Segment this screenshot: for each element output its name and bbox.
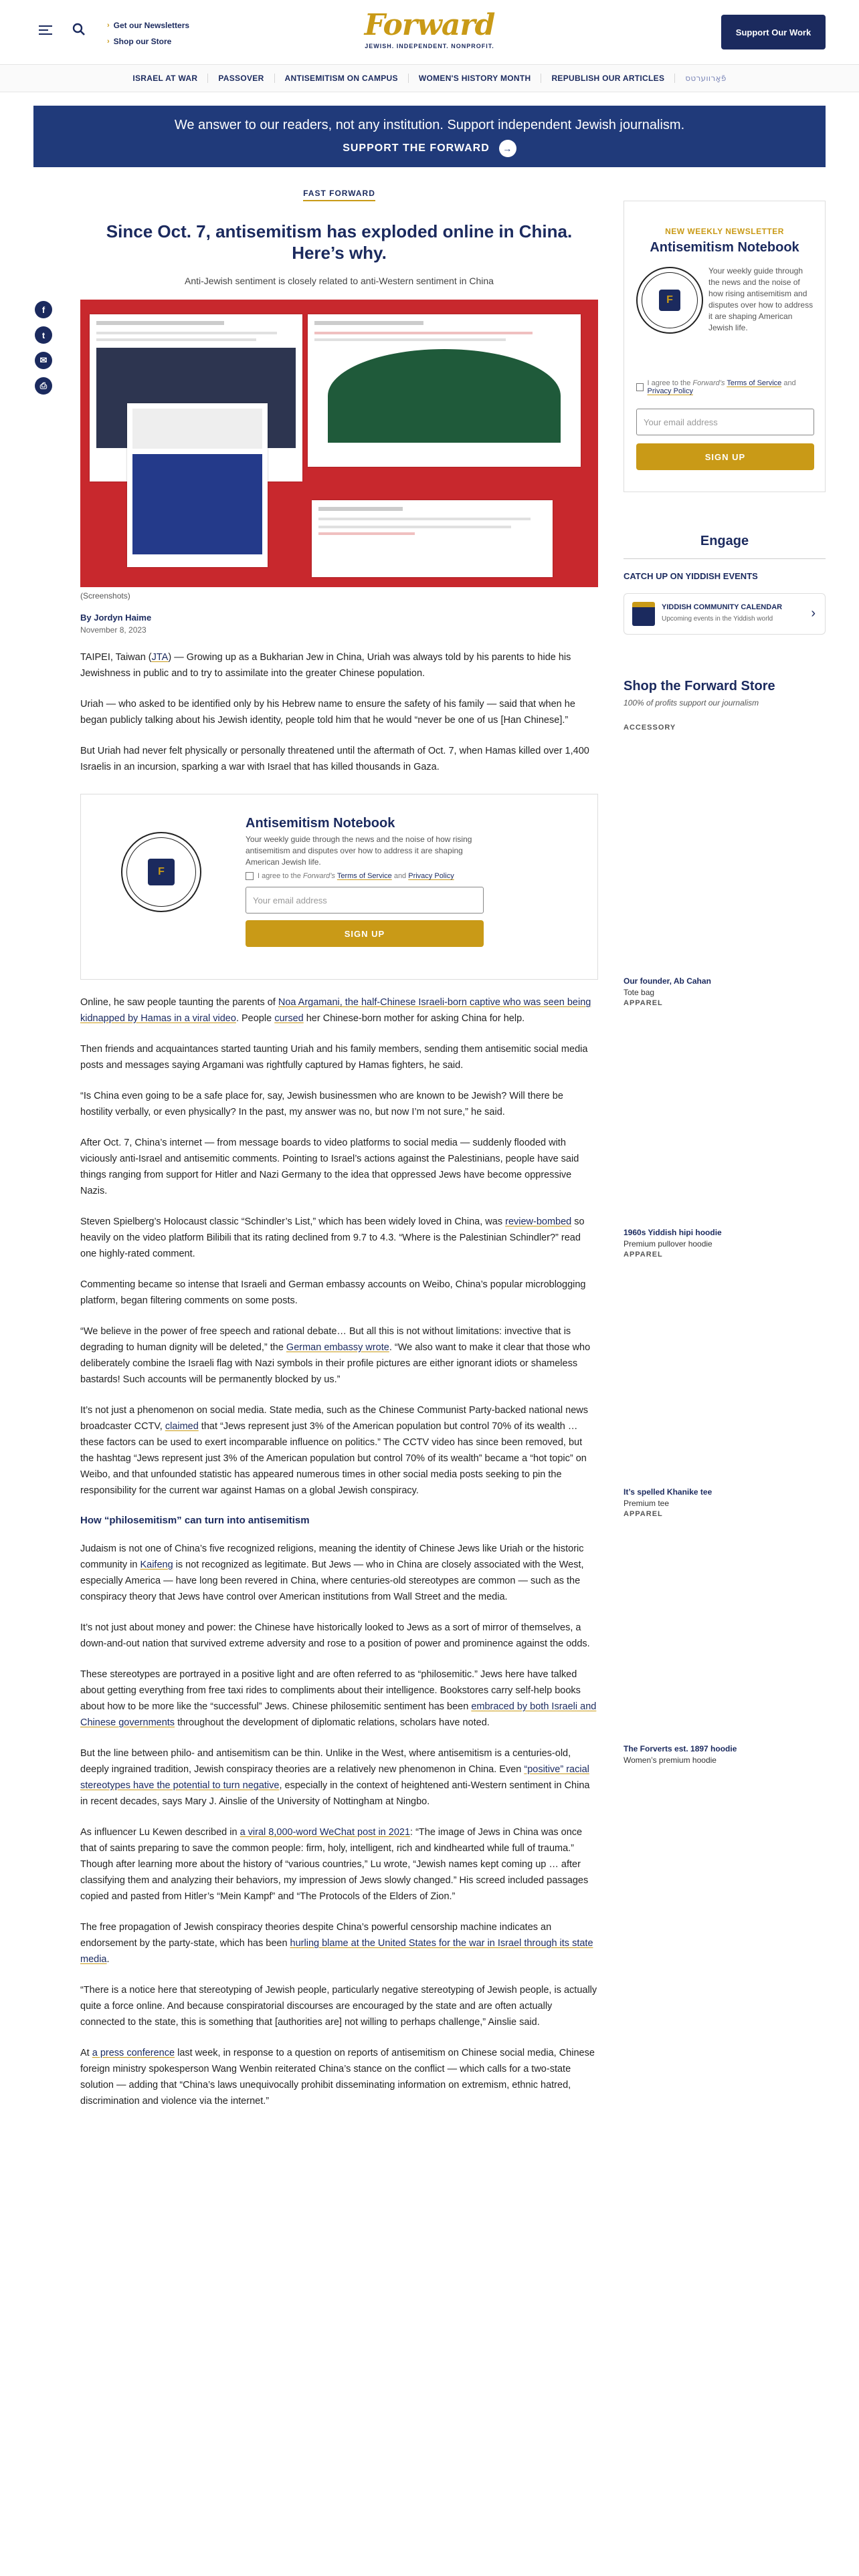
image-caption: (Screenshots) <box>80 591 130 601</box>
section-nav <box>0 65 859 92</box>
nav-republish[interactable]: REPUBLISH OUR ARTICLES <box>541 74 675 83</box>
paragraph: The free propagation of Jewish conspiracy theories despite China’s powerful censorship machine indicates an endorsement by the party-state, which has been hurling blame at the United States for the war in Israel through its state media. <box>80 1922 593 1965</box>
newsletter-title: Antisemitism Notebook <box>650 240 799 255</box>
nav-yiddish[interactable]: פֿאָרווערטס <box>685 74 727 83</box>
chevron-right-icon: › <box>107 37 110 45</box>
screenshot-weibo-3 <box>312 500 553 577</box>
paragraph: It’s not just a phenomenon on social media. State media, such as the Chinese Communist Party-backed national news broadcaster CCTV, claimed that “Jews represent just 3% of the American population but control 70% of its wealth … these factors can be used to exert incomparable influence on politics.” The CCTV video has since been removed, but the hashtag “Jews represent just 3% of the American population but control 70% of its wealth” became a “hot topic” on Weibo, and that unfounded statistic has appeared numerous times in other social media posts seeking to pin the responsibility for the current war against Hamas on a global Jewish conspiracy. <box>80 1405 588 1496</box>
paragraph: Uriah — who asked to be identified only by his Hebrew name to ensure the safety of his family — said that when he began publicly talking about his Jewish identity, people told him that he would “never be one of us [Han Chinese].” <box>80 699 575 726</box>
twitter-icon[interactable]: t <box>35 326 52 344</box>
support-banner[interactable]: We answer to our readers, not any institution. Support independent Jewish journalism. SUPPORT THE FORWARD → <box>33 106 826 167</box>
terms-checkbox[interactable]: I agree to the Forward’s Terms of Service and Privacy Policy <box>636 379 814 395</box>
paragraph: “We believe in the power of free speech and rational debate… But all this is not without limitations: invective that is degrading to human dignity will be deleted,” the German embassy wrote. “We also want to make it clear that those who deliberately combine the Israeli flag with Nazi symbols in their profile pictures are either ignorant idiots or shameless bastards! Such accounts will be permanently blocked by us.” <box>80 1326 591 1385</box>
newsletter-kicker: NEW WEEKLY NEWSLETTER <box>665 227 784 236</box>
paragraph: Judaism is not one of China’s five recognized religions, meaning the identity of Chinese Jews like Uriah or the historic community in Kaifeng is not recognized as legitimate. But Jews — who in China are closely associated with the West, especially America — have long been revered in China, where centuries-old stereotypes are common — such as the conspiracy theory that Jews have control over American institutions from Wall Street and the media. <box>80 1543 584 1602</box>
store-heading: Shop the Forward Store <box>624 679 775 693</box>
paragraph: But Uriah had never felt physically or personally threatened until the aftermath of Oct. 7, when Hamas killed over 1,400 Israelis in an incursion, sparking a war with Israel that has killed thousands in Gaza. <box>80 746 589 772</box>
paragraph: At a press conference last week, in response to a question on reports of antisemitism on Chinese social media, Chinese foreign ministry spokesperson Wang Wenbin reiterated China’s stance on the conflict — which calls for a two-state solution — adding that “China’s laws unequivocally prohibit disseminating information on extremism, ethnic hatred, discrimination and violence via the internet.” <box>80 2048 595 2107</box>
antisemitism-notebook-seal: F <box>636 267 703 334</box>
byline[interactable]: By Jordyn Haime <box>80 613 152 623</box>
store-category: ACCESSORY <box>624 724 676 732</box>
inline-newsletter-signup <box>80 794 598 980</box>
terms-checkbox[interactable]: I agree to the Forward’s Terms of Service and Privacy Policy <box>246 872 486 880</box>
newsletters-link[interactable]: › Get our Newsletters <box>107 17 189 33</box>
support-button[interactable]: Support Our Work <box>721 15 826 49</box>
paragraph: Online, he saw people taunting the parents of Noa Argamani, the half-Chinese Israeli-born captive who was seen being kidnapped by Hamas in a viral video. People cursed her Chinese-born mother for asking China for help. <box>80 997 591 1024</box>
paragraph: It’s not just about money and power: the Chinese have historically looked to Jews as a sort of mirror of themselves, a down-and-out nation that survived extreme adversity and rose to a position of power and prominence against the odds. <box>80 1622 590 1649</box>
screenshot-weibo-2 <box>308 314 581 467</box>
store-item[interactable]: 1960s Yiddish hipi hoodie Premium pullover hoodie APPAREL <box>624 1228 722 1259</box>
yiddish-calendar-card[interactable]: YIDDISH COMMUNITY CALENDAR Upcoming events in the Yiddish world › <box>624 593 826 635</box>
paragraph: Steven Spielberg’s Holocaust classic “Schindler’s List,” which has been widely loved in China, was review-bombed so heavily on the video platform Bilibili that its rating declined from 9.7 to 4.3. “Where is the Palestinian Schindler?” read one highly-rated comment. <box>80 1216 585 1259</box>
antisemitism-notebook-seal: F <box>121 832 201 912</box>
german-embassy-link[interactable]: German embassy wrote <box>286 1342 389 1353</box>
arrow-right-icon: → <box>499 140 516 157</box>
hero-image <box>80 300 598 587</box>
article-body <box>80 649 598 2109</box>
store-subtitle: 100% of profits support our journalism <box>624 698 759 708</box>
paragraph: “Is China even going to be a safe place for, say, Jewish businessmen who are known to be Jewish? Will there be hostility verbally, or even physically? In the past, my answer was no, but now I’m not sure,” he said. <box>80 1091 563 1117</box>
paragraph: TAIPEI, Taiwan (JTA) — Growing up as a Bukharian Jew in China, Uriah was always told by his parents to hide his Jewishness in public and to try to assimilate into the greater Chinese population. <box>80 652 571 679</box>
paragraph: As influencer Lu Kewen described in a viral 8,000-word WeChat post in 2021: “The image of Jews in China was once that of saints preparing to save the common people: firm, holy, intelligent, rich and kindhearted while full of trauma.” Though after learning more about the history of “various countries,” Lu wrote, “Jewish names kept coming up … after classifying them and analyzing their behaviors, my impression of Jews slowly changed.” His screed included passages copied and pasted from Hitler’s “Mein Kampf” and “The Protocols of the Elders of Zion.” <box>80 1827 589 1902</box>
press-conference-link[interactable]: a press conference <box>92 2048 175 2058</box>
print-icon[interactable]: ⎙ <box>35 377 52 395</box>
section-heading: How “philosemitism” can turn into antisemitism <box>80 1515 310 1526</box>
argamani-link[interactable]: Noa Argamani, the half-Chinese Israeli-born captive who was seen being kidnapped by Hamas in a viral video <box>80 997 591 1024</box>
article-kicker[interactable]: FAST FORWARD <box>80 189 598 198</box>
hurling-blame-link[interactable]: hurling blame at the United States for the war in Israel through its state media <box>80 1938 593 1965</box>
wechat-post-link[interactable]: a viral 8,000-word WeChat post in 2021 <box>240 1827 411 1838</box>
cursed-link[interactable]: cursed <box>274 1013 304 1024</box>
kaifeng-link[interactable]: Kaifeng <box>140 1560 173 1570</box>
email-field[interactable]: Your email address <box>636 409 814 435</box>
newsletter-title: Antisemitism Notebook <box>246 816 395 831</box>
review-bombed-link[interactable]: review-bombed <box>505 1216 572 1227</box>
store-link[interactable]: › Shop our Store <box>107 33 189 49</box>
nav-antisemitism-on-campus[interactable]: ANTISEMITISM ON CAMPUS <box>275 74 409 83</box>
paragraph: These stereotypes are portrayed in a positive light and are often referred to as “philosemitic.” Jews here have talked about getting everything from free taxi rides to compliments about their intelligence. Bookstores carry self-help books about how to be more like the “successful” Jews. Chinese philosemitic sentiment has been embraced by both Israeli and Chinese governments throughout the development of diplomatic relations, scholars have noted. <box>80 1669 597 1728</box>
store-item[interactable]: It’s spelled Khanike tee Premium tee APPAREL <box>624 1487 712 1518</box>
chevron-right-icon: › <box>107 21 110 29</box>
article-dek: Anti-Jewish sentiment is closely related to anti-Western sentiment in China <box>185 276 494 286</box>
claimed-link[interactable]: claimed <box>165 1421 199 1432</box>
calendar-icon <box>632 602 655 626</box>
stereotypes-link[interactable]: “positive” racial stereotypes have the potential to turn negative <box>80 1764 589 1791</box>
paragraph: Then friends and acquaintances started taunting Uriah and his family members, sending them antisemitic social media posts and messages saying Argamani was rightfully captured by Hamas fighters, he said. <box>80 1044 588 1071</box>
screenshot-cctv <box>127 403 268 567</box>
facebook-icon[interactable]: f <box>35 301 52 318</box>
email-field[interactable]: Your email address <box>246 887 484 914</box>
article-title: Since Oct. 7, antisemitism has exploded online in China. Here’s why. <box>106 221 573 263</box>
paragraph: After Oct. 7, China’s internet — from message boards to video platforms to social media — suddenly flooded with viciously anti-Israel and antisemitic comments. Pointing to Israel’s actions against the Palestinians, people have said things ranging from support for Hitler and Nazi Germany to the idea that oppressed Jews have become oppressive Nazis. <box>80 1138 579 1196</box>
sidebar-newsletter <box>624 201 826 492</box>
store-item[interactable]: Our founder, Ab Cahan Tote bag APPAREL <box>624 976 711 1007</box>
chevron-right-icon: › <box>811 606 816 621</box>
nav-womens-history-month[interactable]: WOMEN'S HISTORY MONTH <box>409 74 542 83</box>
catch-up-heading: CATCH UP ON YIDDISH EVENTS <box>624 571 758 581</box>
jta-link[interactable]: JTA <box>151 652 169 663</box>
signup-button[interactable]: SIGN UP <box>246 920 484 947</box>
store-item[interactable]: The Forverts est. 1897 hoodie Women’s premium hoodie <box>624 1744 737 1765</box>
article <box>80 189 598 2109</box>
site-logo[interactable]: Forward JEWISH. INDEPENDENT. NONPROFIT. <box>364 8 495 49</box>
embraced-link[interactable]: embraced by both Israeli and Chinese governments <box>80 1701 597 1728</box>
publish-date: November 8, 2023 <box>80 625 147 635</box>
signup-button[interactable]: SIGN UP <box>636 443 814 470</box>
engage-heading: Engage <box>700 534 749 548</box>
paragraph: But the line between philo- and antisemitism can be thin. Unlike in the West, where antisemitism is a centuries-old, deeply ingrained tradition, Jewish conspiracy theories are a relatively new phenomenon in China. Even “positive” racial stereotypes have the potential to turn negative, especially in the context of heightened anti-Western sentiment in China in recent decades, says Mary J. Ainslie of the University of Nottingham at Ningbo. <box>80 1748 590 1807</box>
paragraph: “There is a notice here that stereotyping of Jewish people, particularly negative stereotyping of Jewish people, is actually quite a force online. And because conspiratorial discourses are encouraged by the state and are often actually connected to the state, this is something that [authorities are] not willing to perhaps challenge,” Ainslie said. <box>80 1985 597 2028</box>
sidebar <box>624 201 826 732</box>
paragraph: Commenting became so intense that Israeli and German embassy accounts on Weibo, China’s popular microblogging platform, began filtering comments on some posts. <box>80 1279 586 1306</box>
site-header <box>0 0 859 65</box>
nav-israel-at-war[interactable]: ISRAEL AT WAR <box>122 74 208 83</box>
newsletter-desc: Your weekly guide through the news and the noise of how rising antisemitism and disputes over how to address it are shaping American Jewish life. <box>708 266 814 332</box>
email-icon[interactable]: ✉ <box>35 352 52 369</box>
nav-passover[interactable]: PASSOVER <box>208 74 274 83</box>
share-bar <box>35 301 52 395</box>
newsletter-desc: Your weekly guide through the news and the noise of how rising antisemitism and disputes over how to address it are shaping American Jewish life. <box>246 835 472 867</box>
